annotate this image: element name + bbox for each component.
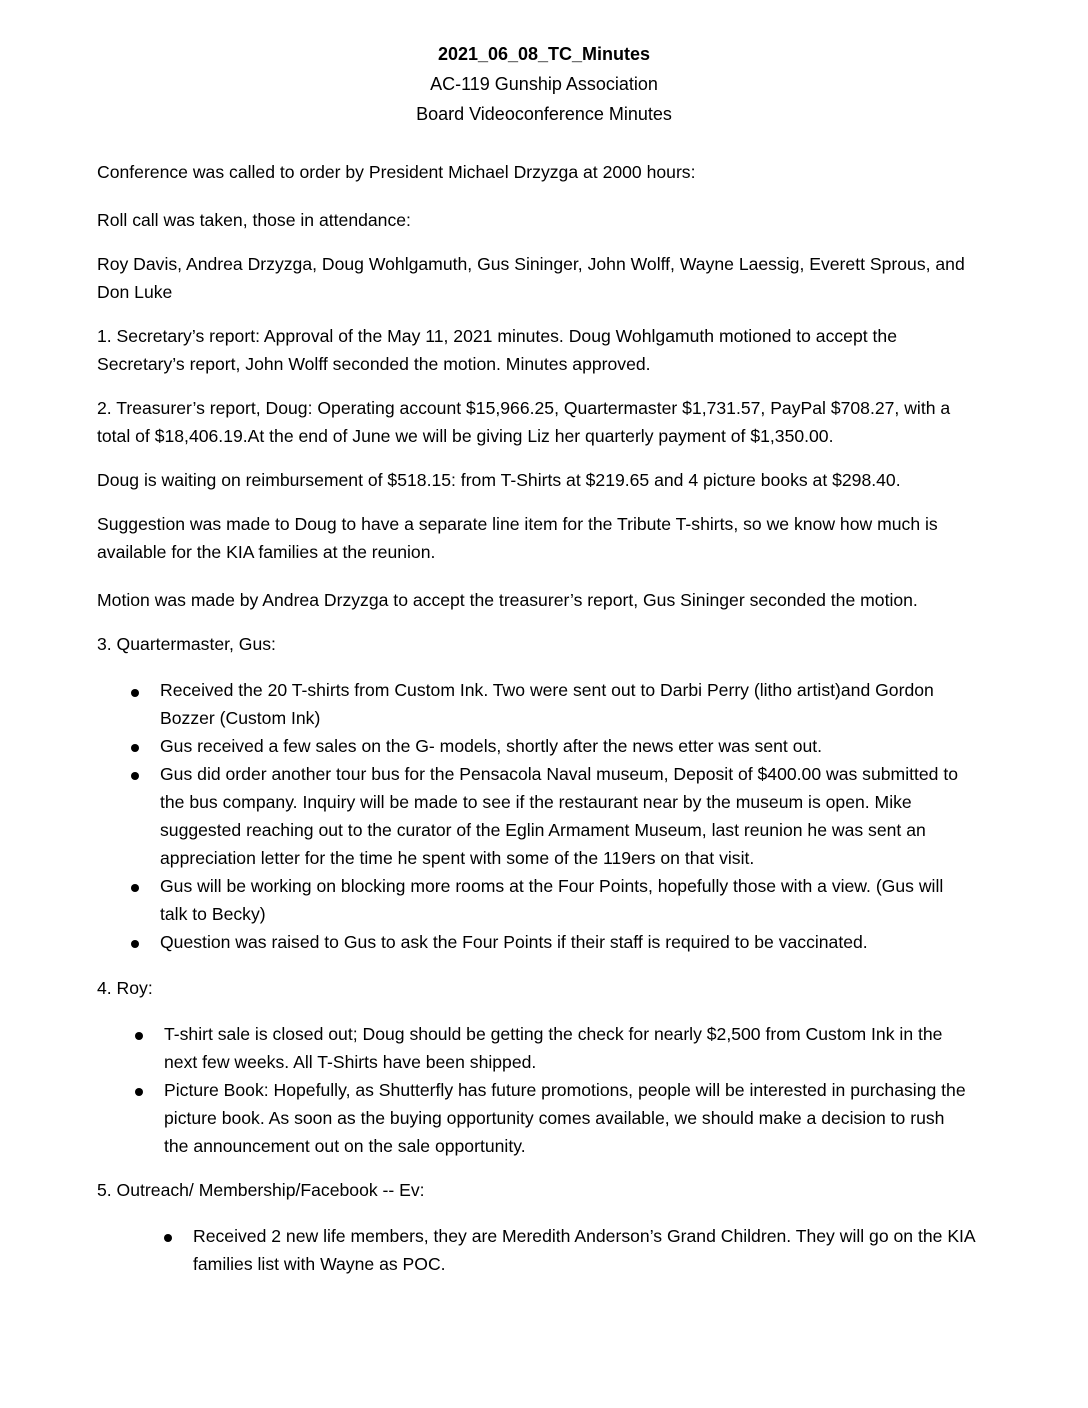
suggestion-line: available for the KIA families at the reunion. [97, 542, 436, 562]
organization-name: AC-119 Gunship Association [430, 74, 658, 94]
bullet-icon [135, 1032, 143, 1040]
bullet-icon [131, 772, 139, 780]
treasurer-report [97, 394, 997, 450]
roy-heading: 4. Roy: [97, 978, 153, 998]
list-item: Picture Book: Hopefully, as Shutterfly has future promotions, people will be interested in purchasing the picture book. As soon as the buying opportunity comes available, we should make a decision to rush the announcement out on the sale opportunity. [164, 1080, 966, 1156]
reimbursement-note: Doug is waiting on reimbursement of $518.15: from T-Shirts at $219.65 and 4 picture books at $298.40. [97, 470, 901, 490]
attendees-line: Don Luke [97, 282, 173, 302]
suggestion-line: Suggestion was made to Doug to have a separate line item for the Tribute T-shirts, so we know how much is [97, 514, 938, 534]
roll-call: Roll call was taken, those in attendance: [97, 210, 411, 230]
list-item: Question was raised to Gus to ask the Four Points if their staff is required to be vaccinated. [160, 932, 868, 952]
outreach-heading: 5. Outreach/ Membership/Facebook -- Ev: [97, 1180, 425, 1200]
secretary-report [97, 322, 997, 378]
treasurer-line: total of $18,406.19.At the end of June we will be giving Liz her quarterly payment of $1,350.00. [97, 426, 834, 446]
bullet-icon [164, 1234, 172, 1242]
secretary-line: Secretary’s report, John Wolff seconded the motion. Minutes approved. [97, 354, 651, 374]
attendees-line: Roy Davis, Andrea Drzyzga, Doug Wohlgamuth, Gus Sininger, John Wolff, Wayne Laessig, Everett Sprous, and [97, 254, 965, 274]
document-filename-title: 2021_06_08_TC_Minutes [437, 44, 651, 64]
tribute-suggestion [97, 510, 997, 566]
quartermaster-heading: 3. Quartermaster, Gus: [97, 634, 276, 654]
treasurer-line: 2. Treasurer’s report, Doug: Operating account $15,966.25, Quartermaster $1,731.57, PayPal $708.27, with a [97, 398, 951, 418]
list-item: Received the 20 T-shirts from Custom Ink. Two were sent out to Darbi Perry (litho artist)and Gordon Bozzer (Custom Ink) [160, 680, 934, 728]
document-subtitle: Board Videoconference Minutes [416, 104, 672, 124]
bullet-icon [131, 884, 139, 892]
attendees-paragraph [97, 250, 997, 306]
bullet-icon [131, 689, 139, 697]
bullet-icon [135, 1088, 143, 1096]
bullet-icon [131, 940, 139, 948]
bullet-icon [131, 744, 139, 752]
list-item: Gus received a few sales on the G- models, shortly after the news etter was sent out. [160, 736, 823, 756]
secretary-line: 1. Secretary’s report: Approval of the May 11, 2021 minutes. Doug Wohlgamuth motioned to accept the [97, 326, 897, 346]
list-item: Gus will be working on blocking more rooms at the Four Points, hopefully those with a view. (Gus will talk to Becky) [160, 876, 944, 924]
list-item: Gus did order another tour bus for the Pensacola Naval museum, Deposit of $400.00 was submitted to the bus company. Inquiry will be made to see if the restaurant near by the museum is open. Mike suggested reaching out to the curator of the Eglin Armament Museum, last reunion he was sent an appreciation letter for the time he spent with some of the 119ers on that visit. [160, 764, 959, 868]
call-to-order: Conference was called to order by President Michael Drzyzga at 2000 hours: [97, 162, 696, 182]
list-item: Received 2 new life members, they are Meredith Anderson’s Grand Children. They will go on the KIA families list with Wayne as POC. [193, 1226, 976, 1274]
treasurer-motion: Motion was made by Andrea Drzyzga to accept the treasurer’s report, Gus Sininger seconded the motion. [97, 590, 918, 610]
list-item: T-shirt sale is closed out; Doug should be getting the check for nearly $2,500 from Custom Ink in the next few weeks. All T-Shirts have been shipped. [164, 1024, 943, 1072]
